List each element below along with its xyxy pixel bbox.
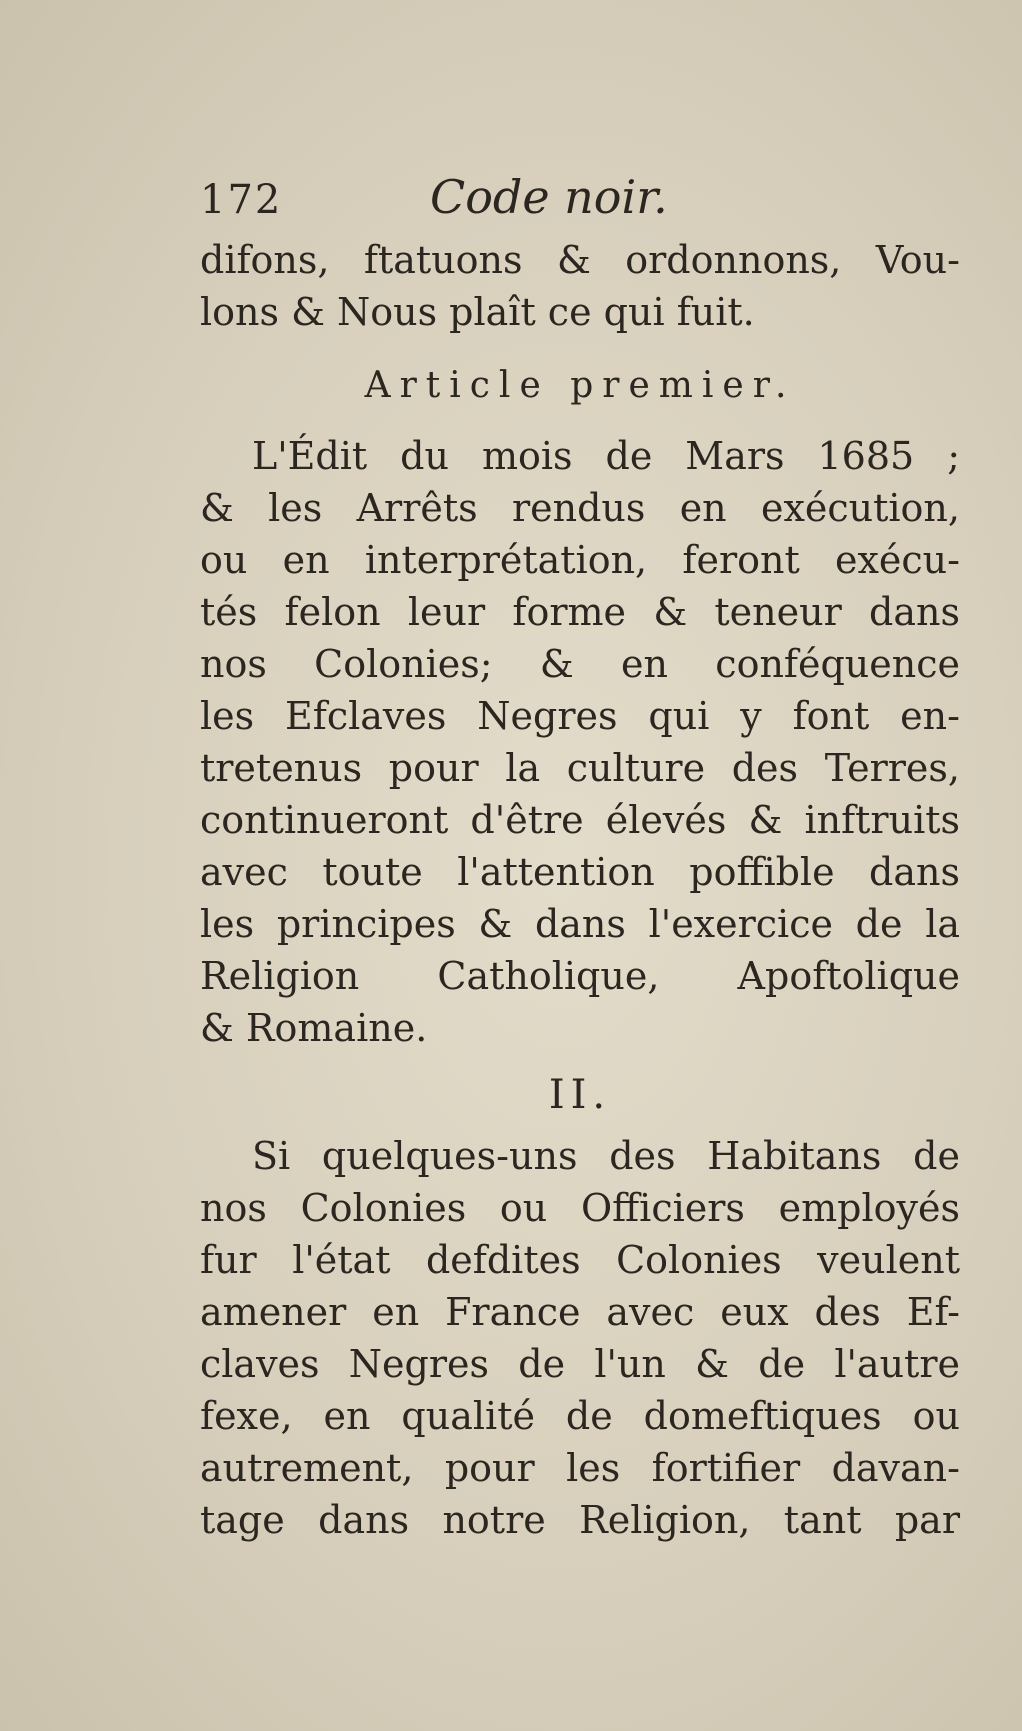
text-line: Si quelques-uns des Habitans de [252,1134,960,1178]
text-line: les Efclaves Negres qui y font en- [200,694,960,738]
text-line: ou en interprétation, feront exécu- [200,538,960,582]
text-line: avec toute l'attention poffible dans [200,850,960,894]
text-line: fur l'état defdites Colonies veulent [200,1238,960,1282]
text-line: claves Negres de l'un & de l'autre [200,1342,960,1386]
text-line: tage dans notre Religion, tant par [200,1498,960,1542]
text-line: autrement, pour les fortifier davan- [200,1446,960,1490]
page-header [200,170,960,232]
text-line: les principes & dans l'exercice de la [200,902,960,946]
text-line: & les Arrêts rendus en exécution, [200,486,960,530]
text-line: tretenus pour la culture des Terres, [200,746,960,790]
article-heading: Article premier. [364,365,796,406]
page-number: 172 [200,177,283,223]
text-line: nos Colonies; & en conféquence [200,642,960,686]
text-line: L'Édit du mois de Mars 1685 ; [252,434,960,478]
text-line: nos Colonies ou Officiers employés [200,1186,960,1230]
text-line: difons, ftatuons & ordonnons, Vou- [200,238,960,282]
text-line: Religion Catholique, Apoftolique [200,954,960,998]
text-line: lons & Nous plaît ce qui fuit. [200,290,755,334]
running-title: Code noir. [430,170,668,224]
page-text-block [200,170,960,1546]
text-line: tés felon leur forme & teneur dans [200,590,960,634]
text-line: amener en France avec eux des Ef- [200,1290,960,1334]
text-line: & Romaine. [200,1006,428,1050]
text-line: fexe, en qualité de domeftiques ou [200,1394,960,1438]
article-numeral: II. [548,1072,612,1118]
text-line: continueront d'être élevés & inftruits [200,798,960,842]
